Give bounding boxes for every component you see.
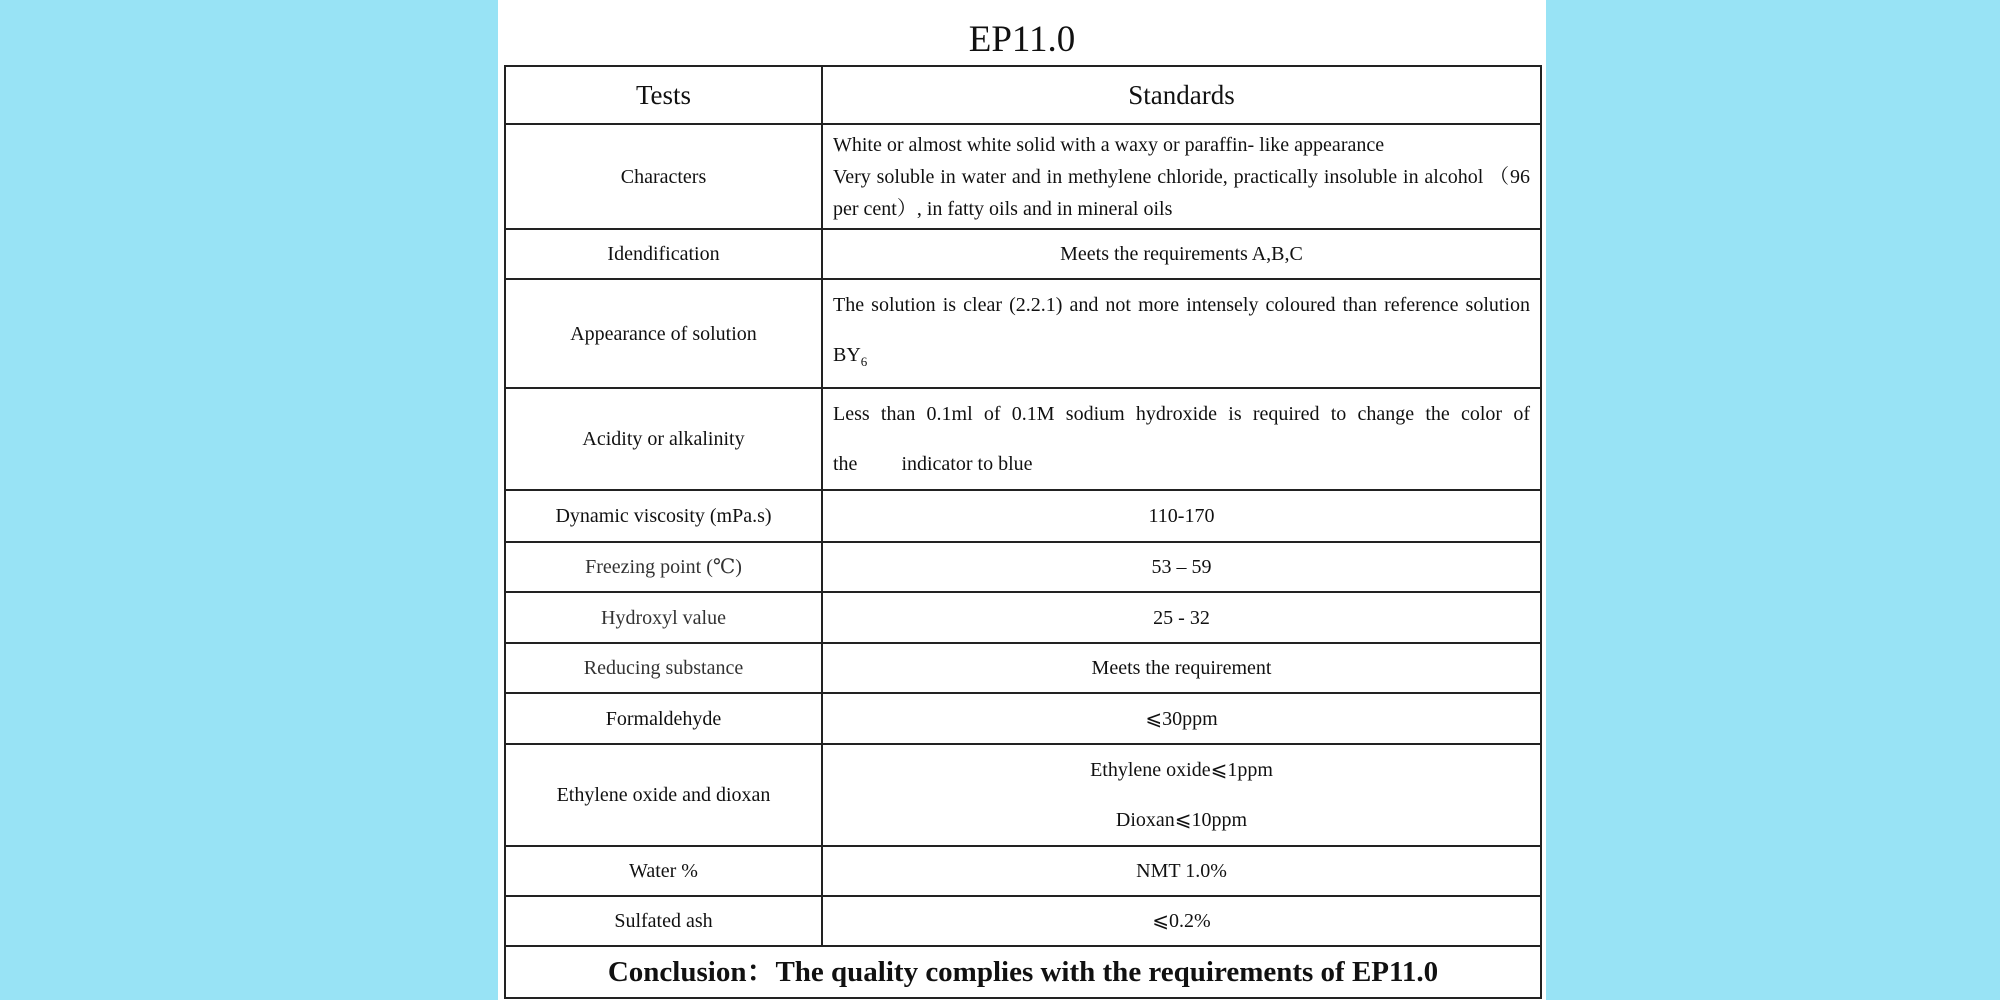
table-row-hydroxyl (505, 592, 1541, 643)
standard-value: Meets the requirements A,B,C (822, 229, 1541, 279)
table-row-sulfated-ash (505, 896, 1541, 946)
table-row-acidity (505, 388, 1541, 490)
table-row-conclusion (505, 946, 1541, 998)
table-row-characters (505, 124, 1541, 229)
standard-line: Ethylene oxide⩽1ppm (1090, 759, 1273, 781)
document-sheet (498, 0, 1546, 1000)
table-header-row (505, 66, 1541, 124)
standard-value: 53 – 59 (822, 542, 1541, 592)
standard-line: White or almost white solid with a waxy or paraffin- like appearance (833, 133, 1385, 156)
test-name: Reducing substance (505, 643, 822, 693)
standard-value: NMT 1.0% (822, 846, 1541, 896)
table-row-appearance (505, 279, 1541, 388)
document-title: EP11.0 (968, 19, 1076, 60)
standard-value: ⩽30ppm (822, 693, 1541, 744)
conclusion: Conclusion：The quality complies with the requirements of EP11.0 (505, 946, 1541, 998)
test-name: Freezing point (℃) (505, 542, 822, 592)
header-tests: Tests (505, 66, 822, 124)
test-name: Idendification (505, 229, 822, 279)
standard-line (833, 439, 1530, 489)
standard-line: Dioxan⩽10ppm (1115, 809, 1248, 831)
standard-text: The solution is clear (2.2.1) and not more intensely coloured than reference solution BY (833, 294, 1530, 366)
standard-line: Very soluble in water and in methylene chloride, practically insoluble in alcohol （96 per cent）, in fatty oils and in mineral oils (833, 165, 1530, 220)
table-row-freezing-point (505, 542, 1541, 592)
table-row-identification (505, 229, 1541, 279)
test-name: Water % (505, 846, 822, 896)
standard-value: 25 - 32 (822, 592, 1541, 643)
test-name: Ethylene oxide and dioxan (505, 744, 822, 846)
standard-line: Less than 0.1ml of 0.1M sodium hydroxide is required to change the color of (833, 403, 1530, 425)
table-row-formaldehyde (505, 693, 1541, 744)
table-row-reducing (505, 643, 1541, 693)
table-row-viscosity (505, 490, 1541, 542)
test-name: Appearance of solution (505, 279, 822, 388)
test-name: Hydroxyl value (505, 592, 822, 643)
standard-word: the (833, 453, 858, 475)
standard-value: 110-170 (822, 490, 1541, 542)
standard-value (822, 124, 1541, 229)
table-row-ethylene-oxide (505, 744, 1541, 846)
standard-value: Meets the requirement (822, 643, 1541, 693)
standard-subscript: 6 (860, 354, 868, 369)
standard-value: ⩽0.2% (822, 896, 1541, 946)
test-name: Formaldehyde (505, 693, 822, 744)
test-name: Characters (505, 124, 822, 229)
table-row-water (505, 846, 1541, 896)
test-name: Dynamic viscosity (mPa.s) (505, 490, 822, 542)
specification-table (504, 65, 1542, 999)
standard-value (822, 744, 1541, 846)
test-name: Acidity or alkalinity (505, 388, 822, 490)
test-name: Sulfated ash (505, 896, 822, 946)
header-standards: Standards (822, 66, 1541, 124)
standard-value (822, 388, 1541, 490)
standard-word: indicator to blue (901, 453, 1033, 475)
standard-value (822, 279, 1541, 388)
